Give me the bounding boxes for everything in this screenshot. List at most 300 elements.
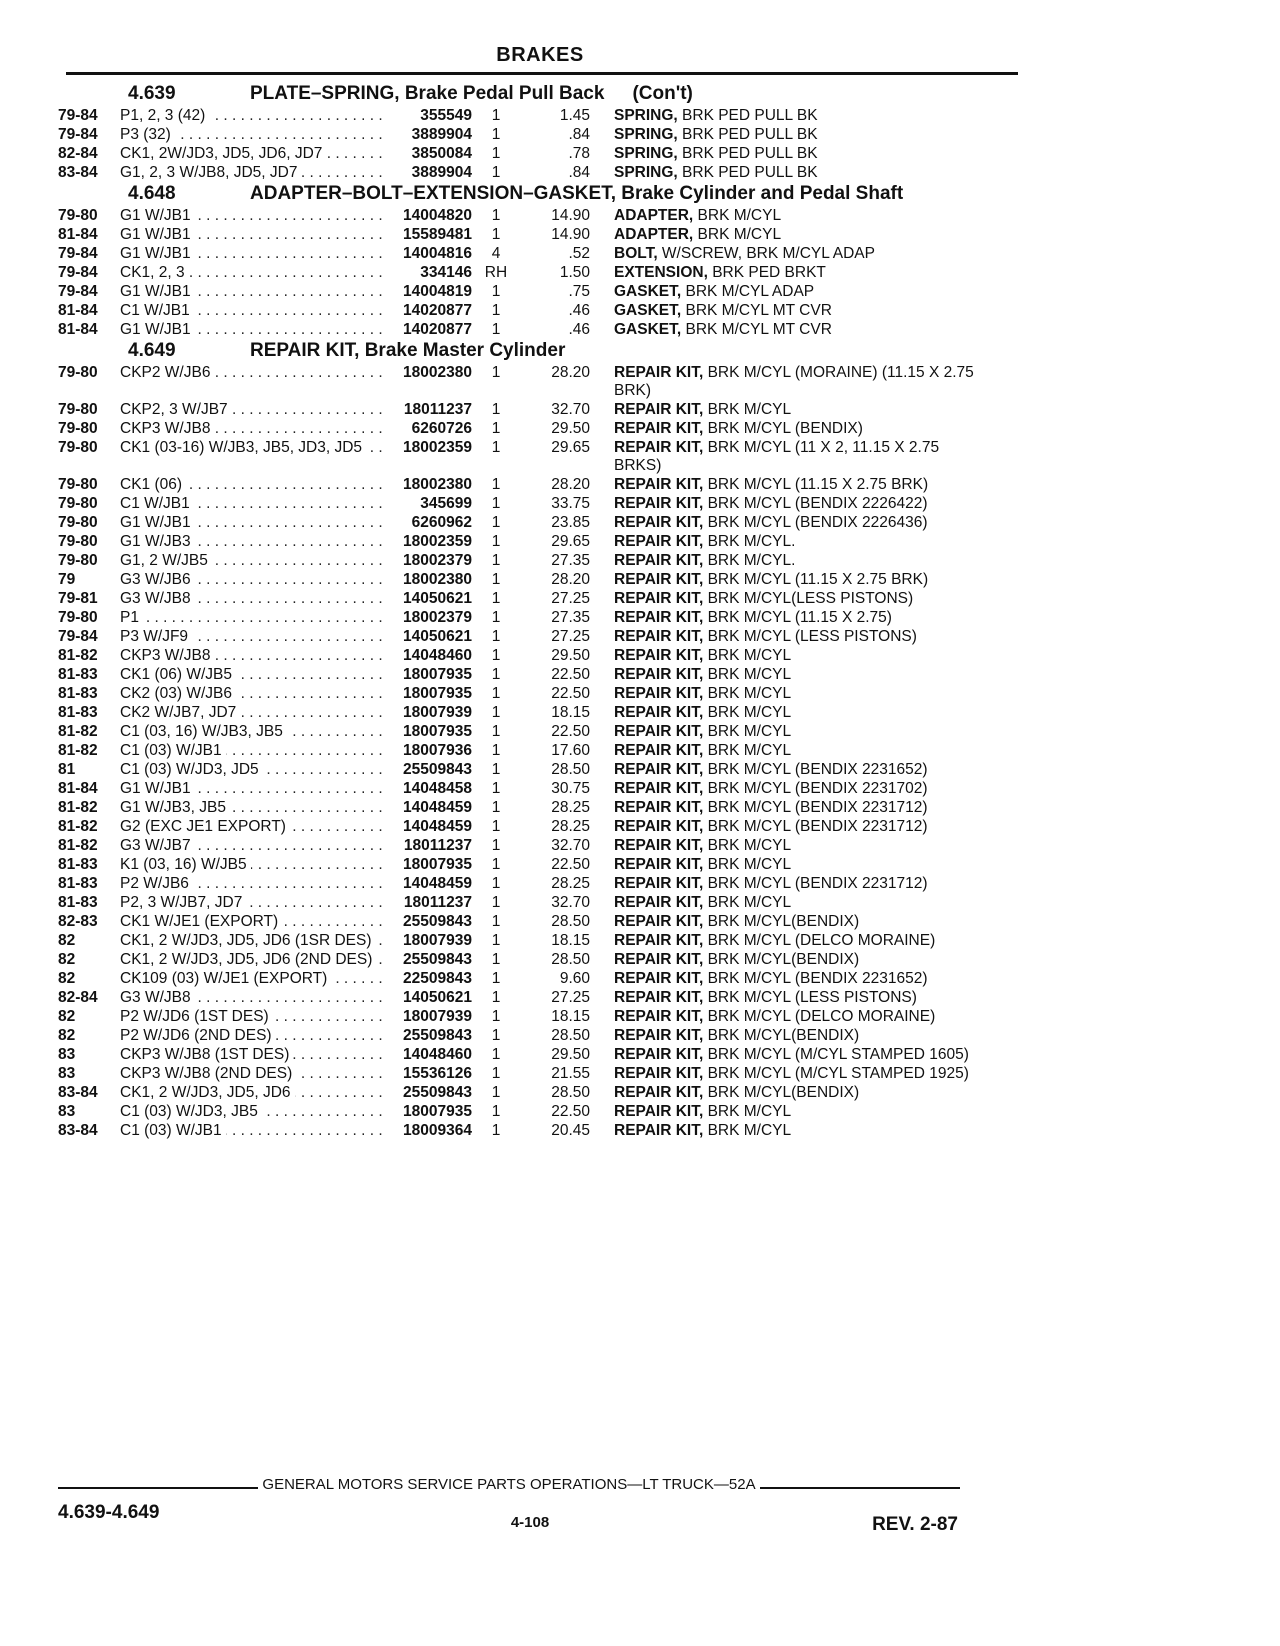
table-row	[58, 533, 1028, 551]
quantity: 1	[491, 590, 501, 607]
table-row	[58, 207, 1028, 225]
description-keyword: REPAIR KIT,	[614, 439, 704, 456]
description-text: BRK M/CYL (BENDIX 2226422)	[703, 495, 928, 512]
application-text: P3 (32)	[120, 126, 175, 143]
price: 22.50	[551, 1103, 590, 1120]
description	[614, 226, 974, 244]
description	[614, 145, 974, 163]
table-row	[58, 476, 1028, 494]
part-number: 14004820	[403, 207, 472, 224]
quantity: 1	[491, 1065, 501, 1082]
application-text: G3 W/JB7	[120, 837, 195, 854]
part-number: 14004819	[403, 283, 472, 300]
description-keyword: REPAIR KIT,	[614, 628, 704, 645]
description-text: BRK M/CYL (BENDIX 2231652)	[703, 761, 928, 778]
price: 27.25	[551, 590, 590, 607]
description-keyword: REPAIR KIT,	[614, 364, 704, 381]
application-text: CK109 (03) W/JE1 (EXPORT)	[120, 970, 331, 987]
description-keyword: REPAIR KIT,	[614, 533, 704, 550]
description	[614, 571, 974, 589]
price: 18.15	[551, 1008, 590, 1025]
description	[614, 799, 974, 817]
price: 28.20	[551, 364, 590, 381]
application-text: CK1, 2 W/JD3, JD5, JD6 (1SR DES)	[120, 932, 376, 949]
part-number: 18007939	[403, 704, 472, 721]
application	[120, 571, 384, 589]
quantity: 1	[491, 476, 501, 493]
application	[120, 590, 384, 608]
table-row	[58, 818, 1028, 836]
price: 1.50	[559, 264, 590, 281]
price: 32.70	[551, 837, 590, 854]
part-number: 18011237	[403, 401, 472, 418]
quantity: 1	[491, 207, 501, 224]
application-text: G1, 2, 3 W/JB8, JD5, JD7	[120, 164, 301, 181]
application-text: P3 W/JF9	[120, 628, 192, 645]
description	[614, 439, 974, 475]
table-row	[58, 647, 1028, 665]
application	[120, 126, 384, 144]
model-years: 79-84	[58, 245, 98, 262]
application-text: CKP3 W/JB8	[120, 420, 214, 437]
description-text: BRK M/CYL	[703, 837, 792, 854]
price: 18.15	[551, 932, 590, 949]
price: 27.25	[551, 989, 590, 1006]
model-years: 79-84	[58, 283, 98, 300]
model-years: 79-80	[58, 495, 98, 512]
quantity: 1	[491, 514, 501, 531]
table-row	[58, 1084, 1028, 1102]
part-number: 25509843	[403, 913, 472, 930]
model-years: 81-83	[58, 856, 98, 873]
part-number: 18007935	[403, 666, 472, 683]
price: 14.90	[551, 226, 590, 243]
application	[120, 951, 384, 969]
quantity: 1	[491, 571, 501, 588]
footer-revision: REV. 2-87	[872, 1514, 958, 1535]
description-keyword: BOLT,	[614, 245, 658, 262]
part-number: 18007935	[403, 1103, 472, 1120]
description	[614, 894, 974, 912]
description-text: BRK M/CYL (11.15 X 2.75 BRK)	[703, 476, 929, 493]
part-number: 14004816	[403, 245, 472, 262]
parts-list	[58, 82, 1028, 1141]
application-text: P2 W/JD6 (2ND DES)	[120, 1027, 276, 1044]
quantity: 1	[491, 989, 501, 1006]
application	[120, 761, 384, 779]
price: 23.85	[551, 514, 590, 531]
table-row	[58, 107, 1028, 125]
price: .84	[568, 126, 590, 143]
application-text: CK1, 2 W/JD3, JD5, JD6 (2ND DES)	[120, 951, 376, 968]
description	[614, 1103, 974, 1121]
section-title	[250, 84, 1028, 103]
quantity: 1	[491, 1084, 501, 1101]
part-number: 18002379	[403, 609, 472, 626]
description	[614, 837, 974, 855]
footer-rule-right	[760, 1487, 960, 1489]
description-text: BRK M/CYL(BENDIX)	[703, 1027, 860, 1044]
application	[120, 264, 384, 282]
price: 29.50	[551, 647, 590, 664]
quantity: 1	[491, 951, 501, 968]
description	[614, 245, 974, 263]
section-title-text: REPAIR KIT, Brake Master Cylinder	[250, 340, 566, 361]
model-years: 83	[58, 1103, 76, 1120]
table-row	[58, 302, 1028, 320]
application	[120, 647, 384, 665]
description-keyword: REPAIR KIT,	[614, 1027, 704, 1044]
quantity: 1	[491, 685, 501, 702]
table-row	[58, 628, 1028, 646]
description-keyword: REPAIR KIT,	[614, 856, 704, 873]
description-keyword: SPRING,	[614, 164, 678, 181]
description-keyword: REPAIR KIT,	[614, 970, 704, 987]
section-header	[58, 341, 1028, 360]
model-years: 79-80	[58, 439, 98, 456]
table-row	[58, 1008, 1028, 1026]
description-text: BRK M/CYL (LESS PISTONS)	[703, 989, 917, 1006]
model-years: 79-84	[58, 107, 98, 124]
description-keyword: ADAPTER,	[614, 207, 694, 224]
application-text: CK2 W/JB7, JD7	[120, 704, 240, 721]
description-text: BRK M/CYL (DELCO MORAINE)	[703, 932, 936, 949]
table-row	[58, 226, 1028, 244]
part-number: 25509843	[403, 951, 472, 968]
model-years: 79-81	[58, 590, 98, 607]
quantity: 1	[491, 894, 501, 911]
model-years: 79	[58, 571, 76, 588]
model-years: 81-82	[58, 742, 98, 759]
part-number: 18002380	[403, 476, 472, 493]
description-keyword: REPAIR KIT,	[614, 590, 704, 607]
application	[120, 207, 384, 225]
footer-publisher: GENERAL MOTORS SERVICE PARTS OPERATIONS—LT TRUCK—52A	[262, 1476, 756, 1493]
header-rule	[66, 72, 1018, 75]
quantity: 1	[491, 913, 501, 930]
price: 29.50	[551, 420, 590, 437]
price: .52	[568, 245, 590, 262]
quantity: 1	[491, 126, 501, 143]
price: 28.50	[551, 913, 590, 930]
description-text: BRK M/CYL	[693, 226, 782, 243]
description-text: BRK M/CYL	[703, 647, 792, 664]
model-years: 83	[58, 1065, 76, 1082]
table-row	[58, 245, 1028, 263]
quantity: 1	[491, 875, 501, 892]
price: 33.75	[551, 495, 590, 512]
part-number: 15589481	[403, 226, 472, 243]
application	[120, 302, 384, 320]
part-number: 18002379	[403, 552, 472, 569]
model-years: 83	[58, 1046, 76, 1063]
table-row	[58, 970, 1028, 988]
model-years: 82	[58, 1008, 76, 1025]
description-keyword: SPRING,	[614, 145, 678, 162]
price: 27.35	[551, 609, 590, 626]
part-number: 18009364	[403, 1122, 472, 1139]
price: 28.20	[551, 476, 590, 493]
application-text: K1 (03, 16) W/JB5	[120, 856, 251, 873]
model-years: 82	[58, 932, 76, 949]
description-text: BRK M/CYL (MORAINE) (11.15 X 2.75 BRK)	[614, 364, 974, 399]
description-text: BRK M/CYL ADAP	[681, 283, 815, 300]
model-years: 79-80	[58, 533, 98, 550]
part-number: 25509843	[403, 1084, 472, 1101]
price: 28.50	[551, 951, 590, 968]
part-number: 3850084	[411, 145, 472, 162]
footer-page-number: 4-108	[510, 1514, 550, 1531]
model-years: 82-83	[58, 913, 98, 930]
quantity: 1	[491, 107, 501, 124]
description-keyword: REPAIR KIT,	[614, 514, 704, 531]
application	[120, 1027, 384, 1045]
quantity: 1	[491, 364, 501, 381]
application-text: G1 W/JB1	[120, 207, 195, 224]
application-text: G1 W/JB3, JB5	[120, 799, 230, 816]
application-text: G1 W/JB1	[120, 245, 195, 262]
section-title-text: ADAPTER–BOLT–EXTENSION–GASKET, Brake Cylinder and Pedal Shaft	[250, 183, 904, 204]
part-number: 14048459	[403, 875, 472, 892]
application	[120, 495, 384, 513]
description	[614, 1122, 974, 1140]
part-number: 14048459	[403, 818, 472, 835]
part-number: 14050621	[403, 989, 472, 1006]
price: 17.60	[551, 742, 590, 759]
quantity: 1	[491, 628, 501, 645]
part-number: 18002359	[403, 439, 472, 456]
table-row	[58, 685, 1028, 703]
model-years: 79-84	[58, 126, 98, 143]
part-number: 14050621	[403, 628, 472, 645]
quantity: 1	[491, 818, 501, 835]
part-number: 18007939	[403, 1008, 472, 1025]
description	[614, 704, 974, 722]
price: 28.25	[551, 875, 590, 892]
model-years: 82-84	[58, 989, 98, 1006]
description-keyword: REPAIR KIT,	[614, 723, 704, 740]
price: 27.25	[551, 628, 590, 645]
table-row	[58, 126, 1028, 144]
application	[120, 780, 384, 798]
model-years: 79-80	[58, 609, 98, 626]
application-text: G1 W/JB1	[120, 514, 195, 531]
description-text: BRK M/CYL	[703, 666, 792, 683]
price: 28.25	[551, 799, 590, 816]
quantity: 1	[491, 799, 501, 816]
part-number: 25509843	[403, 1027, 472, 1044]
description-text: BRK M/CYL(LESS PISTONS)	[703, 590, 914, 607]
application	[120, 283, 384, 301]
price: .84	[568, 164, 590, 181]
footer-rule-left	[58, 1487, 258, 1489]
price: 32.70	[551, 401, 590, 418]
quantity: 4	[491, 245, 501, 262]
application	[120, 145, 384, 163]
part-number: 3889904	[411, 164, 472, 181]
part-number: 6260726	[411, 420, 472, 437]
description-text: BRK M/CYL (DELCO MORAINE)	[703, 1008, 936, 1025]
part-number: 25509843	[403, 761, 472, 778]
price: 29.65	[551, 439, 590, 456]
table-row	[58, 1027, 1028, 1045]
model-years: 81-82	[58, 647, 98, 664]
part-number: 14048460	[403, 1046, 472, 1063]
application	[120, 1084, 384, 1102]
description-keyword: REPAIR KIT,	[614, 420, 704, 437]
description-keyword: GASKET,	[614, 283, 682, 300]
quantity: 1	[491, 283, 501, 300]
description	[614, 818, 974, 836]
table-row	[58, 723, 1028, 741]
model-years: 81-83	[58, 894, 98, 911]
description	[614, 302, 974, 320]
description-text: BRK M/CYL	[703, 1122, 792, 1139]
model-years: 79-84	[58, 628, 98, 645]
application	[120, 401, 384, 419]
description-text: BRK M/CYL	[703, 685, 792, 702]
quantity: 1	[491, 609, 501, 626]
description-keyword: REPAIR KIT,	[614, 571, 704, 588]
quantity: 1	[491, 145, 501, 162]
section-header	[58, 184, 1028, 203]
description-keyword: GASKET,	[614, 321, 682, 338]
description-keyword: GASKET,	[614, 302, 682, 319]
description	[614, 742, 974, 760]
description-text: BRK M/CYL (BENDIX 2231712)	[703, 818, 928, 835]
application	[120, 245, 384, 263]
quantity: RH	[484, 264, 508, 281]
quantity: 1	[491, 761, 501, 778]
application	[120, 1008, 384, 1026]
price: 30.75	[551, 780, 590, 797]
application-text: G1 W/JB1	[120, 226, 195, 243]
table-row	[58, 989, 1028, 1007]
description-text: BRK M/CYL	[703, 401, 792, 418]
application-text: G1 W/JB3	[120, 533, 195, 550]
application-text: CK1 (06)	[120, 476, 186, 493]
table-row	[58, 875, 1028, 893]
description	[614, 723, 974, 741]
description-text: BRK M/CYL(BENDIX)	[703, 913, 860, 930]
description-keyword: REPAIR KIT,	[614, 647, 704, 664]
application	[120, 742, 384, 760]
part-number: 18007935	[403, 723, 472, 740]
description-text: BRK PED PULL BK	[677, 126, 818, 143]
table-row	[58, 571, 1028, 589]
description	[614, 321, 974, 339]
application	[120, 321, 384, 339]
description-text: BRK M/CYL MT CVR	[681, 321, 832, 338]
table-row	[58, 932, 1028, 950]
quantity: 1	[491, 780, 501, 797]
quantity: 1	[491, 321, 501, 338]
table-row	[58, 420, 1028, 438]
price: 28.50	[551, 761, 590, 778]
footer-section-range: 4.639-4.649	[58, 1502, 160, 1523]
description-keyword: REPAIR KIT,	[614, 1046, 704, 1063]
description	[614, 1027, 974, 1045]
description	[614, 1046, 974, 1064]
application-text: P2 W/JB6	[120, 875, 193, 892]
description-text: BRK PED PULL BK	[677, 107, 818, 124]
application	[120, 1046, 384, 1064]
application-text: P2 W/JD6 (1ST DES)	[120, 1008, 273, 1025]
part-number: 18007936	[403, 742, 472, 759]
model-years: 81-83	[58, 666, 98, 683]
description-keyword: REPAIR KIT,	[614, 666, 704, 683]
part-number: 14048460	[403, 647, 472, 664]
description-keyword: REPAIR KIT,	[614, 951, 704, 968]
part-number: 14020877	[403, 321, 472, 338]
price: 32.70	[551, 894, 590, 911]
quantity: 1	[491, 302, 501, 319]
table-row	[58, 590, 1028, 608]
description	[614, 476, 974, 494]
application	[120, 552, 384, 570]
application-text: P1	[120, 609, 143, 626]
part-number: 18011237	[403, 894, 472, 911]
application	[120, 666, 384, 684]
application	[120, 420, 384, 438]
price: 29.50	[551, 1046, 590, 1063]
model-years: 79-80	[58, 552, 98, 569]
description	[614, 283, 974, 301]
table-row	[58, 894, 1028, 912]
quantity: 1	[491, 932, 501, 949]
description	[614, 533, 974, 551]
price: 27.35	[551, 552, 590, 569]
application-text: CKP3 W/JB8	[120, 647, 214, 664]
model-years: 81-82	[58, 818, 98, 835]
description	[614, 514, 974, 532]
description-text: BRK M/CYL (BENDIX 2231712)	[703, 875, 928, 892]
description-text: BRK M/CYL	[703, 856, 792, 873]
description-text: BRK PED PULL BK	[677, 145, 818, 162]
part-number: 334146	[420, 264, 472, 281]
model-years: 83-84	[58, 1122, 98, 1139]
table-row	[58, 321, 1028, 339]
application	[120, 628, 384, 646]
application	[120, 1103, 384, 1121]
application	[120, 164, 384, 182]
model-years: 79-80	[58, 401, 98, 418]
description-keyword: REPAIR KIT,	[614, 704, 704, 721]
application	[120, 723, 384, 741]
table-row	[58, 761, 1028, 779]
quantity: 1	[491, 742, 501, 759]
section-number: 4.648	[128, 183, 176, 204]
part-number: 14048459	[403, 799, 472, 816]
application	[120, 894, 384, 912]
application	[120, 685, 384, 703]
price: 28.20	[551, 571, 590, 588]
quantity: 1	[491, 1103, 501, 1120]
application-text: P2, 3 W/JB7, JD7	[120, 894, 246, 911]
application-text: P1, 2, 3 (42)	[120, 107, 209, 124]
application-text: G3 W/JB6	[120, 571, 195, 588]
description-keyword: REPAIR KIT,	[614, 609, 704, 626]
price: 21.55	[551, 1065, 590, 1082]
section-title-text: PLATE–SPRING, Brake Pedal Pull Back	[250, 83, 605, 104]
quantity: 1	[491, 439, 501, 456]
description-text: BRK M/CYL (11 X 2, 11.15 X 2.75 BRKS)	[614, 439, 940, 474]
application-text: G1 W/JB1	[120, 321, 195, 338]
application-text: G3 W/JB8	[120, 989, 195, 1006]
price: 1.45	[559, 107, 590, 124]
description	[614, 970, 974, 988]
description-text: BRK M/CYL (BENDIX 2226436)	[703, 514, 928, 531]
